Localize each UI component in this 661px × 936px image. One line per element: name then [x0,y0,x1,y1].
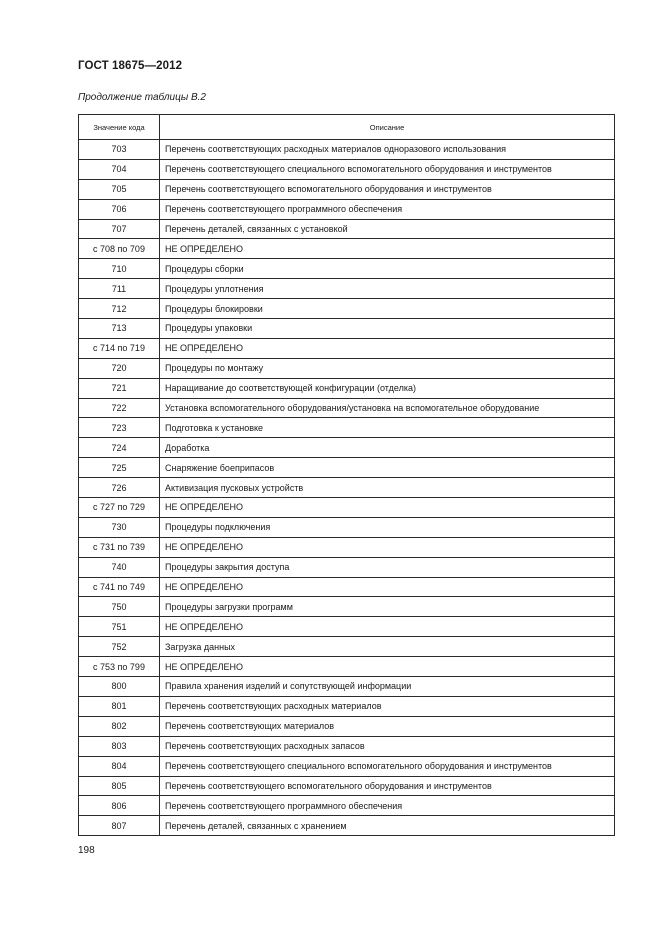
code-cell: 805 [79,776,160,796]
table-row [79,378,615,398]
code-cell: с 731 по 739 [79,537,160,557]
table-row [79,796,615,816]
description-cell: Перечень соответствующих расходных материалов одноразового использования [160,140,615,160]
table-row [79,259,615,279]
table-header-row [79,115,615,140]
table-row [79,179,615,199]
code-cell: 711 [79,279,160,299]
code-cell: 801 [79,696,160,716]
code-cell: 703 [79,140,160,160]
description-cell: Правила хранения изделий и сопутствующей информации [160,677,615,697]
table-row [79,418,615,438]
table-row [79,438,615,458]
code-cell: 712 [79,299,160,319]
table-body [79,140,615,836]
code-cell: 730 [79,517,160,537]
description-cell: Процедуры упаковки [160,319,615,339]
table-row [79,279,615,299]
code-cell: 713 [79,319,160,339]
code-cell: с 741 по 749 [79,577,160,597]
code-cell: 806 [79,796,160,816]
description-cell: Доработка [160,438,615,458]
description-cell: Перечень соответствующих расходных материалов [160,696,615,716]
code-cell: 721 [79,378,160,398]
description-cell: НЕ ОПРЕДЕЛЕНО [160,537,615,557]
code-cell: 707 [79,219,160,239]
table-row [79,498,615,518]
description-cell: Перечень деталей, связанных с установкой [160,219,615,239]
description-cell: Процедуры закрытия доступа [160,557,615,577]
description-cell: Снаряжение боеприпасов [160,458,615,478]
description-cell: Перечень соответствующего специального вспомогательного оборудования и инструментов [160,159,615,179]
table-row [79,716,615,736]
description-cell: НЕ ОПРЕДЕЛЕНО [160,617,615,637]
column-header-description: Описание [160,115,615,140]
description-cell: Загрузка данных [160,637,615,657]
table-row [79,657,615,677]
description-cell: НЕ ОПРЕДЕЛЕНО [160,657,615,677]
table-row [79,199,615,219]
table-row [79,458,615,478]
table-row [79,299,615,319]
description-cell: Процедуры блокировки [160,299,615,319]
description-cell: НЕ ОПРЕДЕЛЕНО [160,338,615,358]
code-cell: 752 [79,637,160,657]
table-row [79,219,615,239]
table-row [79,637,615,657]
code-cell: 724 [79,438,160,458]
table-row [79,140,615,160]
code-cell: с 727 по 729 [79,498,160,518]
page-number: 198 [78,845,95,856]
code-cell: с 753 по 799 [79,657,160,677]
table-row [79,159,615,179]
description-cell: Установка вспомогательного оборудования/установка на вспомогательное оборудование [160,398,615,418]
description-cell: Перечень соответствующего вспомогательного оборудования и инструментов [160,776,615,796]
table-row [79,358,615,378]
table-row [79,239,615,259]
code-cell: 804 [79,756,160,776]
description-cell: Перечень соответствующих расходных запасов [160,736,615,756]
table-row [79,756,615,776]
table-row [79,557,615,577]
code-cell: 725 [79,458,160,478]
table-row [79,597,615,617]
description-cell: Перечень соответствующего специального вспомогательного оборудования и инструментов [160,756,615,776]
table-caption: Продолжение таблицы В.2 [78,92,206,103]
table-row [79,776,615,796]
table-row [79,398,615,418]
code-cell: 726 [79,478,160,498]
table-row [79,338,615,358]
description-cell: Процедуры сборки [160,259,615,279]
description-cell: Активизация пусковых устройств [160,478,615,498]
code-cell: 803 [79,736,160,756]
code-cell: 750 [79,597,160,617]
description-cell: Перечень деталей, связанных с хранением [160,816,615,836]
code-cell: 704 [79,159,160,179]
code-cell: 800 [79,677,160,697]
description-cell: Подготовка к установке [160,418,615,438]
code-cell: 802 [79,716,160,736]
description-cell: Наращивание до соответствующей конфигурации (отделка) [160,378,615,398]
table-row [79,517,615,537]
description-cell: Процедуры уплотнения [160,279,615,299]
description-cell: Перечень соответствующих материалов [160,716,615,736]
code-cell: 706 [79,199,160,219]
description-cell: Перечень соответствующего программного обеспечения [160,796,615,816]
code-cell: с 708 по 709 [79,239,160,259]
code-table [78,114,615,836]
code-cell: 720 [79,358,160,378]
table-row [79,537,615,557]
description-cell: НЕ ОПРЕДЕЛЕНО [160,239,615,259]
description-cell: Перечень соответствующего программного обеспечения [160,199,615,219]
description-cell: НЕ ОПРЕДЕЛЕНО [160,498,615,518]
table-row [79,696,615,716]
code-cell: 807 [79,816,160,836]
code-cell: 740 [79,557,160,577]
description-cell: Процедуры загрузки программ [160,597,615,617]
code-cell: 705 [79,179,160,199]
table-row [79,319,615,339]
code-cell: 751 [79,617,160,637]
table-row [79,677,615,697]
table-row [79,577,615,597]
description-cell: Процедуры по монтажу [160,358,615,378]
code-cell: 723 [79,418,160,438]
code-cell: с 714 по 719 [79,338,160,358]
document-header: ГОСТ 18675—2012 [78,60,183,72]
column-header-code: Значение кода [79,115,160,140]
table-row [79,617,615,637]
code-cell: 710 [79,259,160,279]
description-cell: Перечень соответствующего вспомогательного оборудования и инструментов [160,179,615,199]
description-cell: НЕ ОПРЕДЕЛЕНО [160,577,615,597]
table-row [79,736,615,756]
code-cell: 722 [79,398,160,418]
description-cell: Процедуры подключения [160,517,615,537]
table-row [79,816,615,836]
table-row [79,478,615,498]
